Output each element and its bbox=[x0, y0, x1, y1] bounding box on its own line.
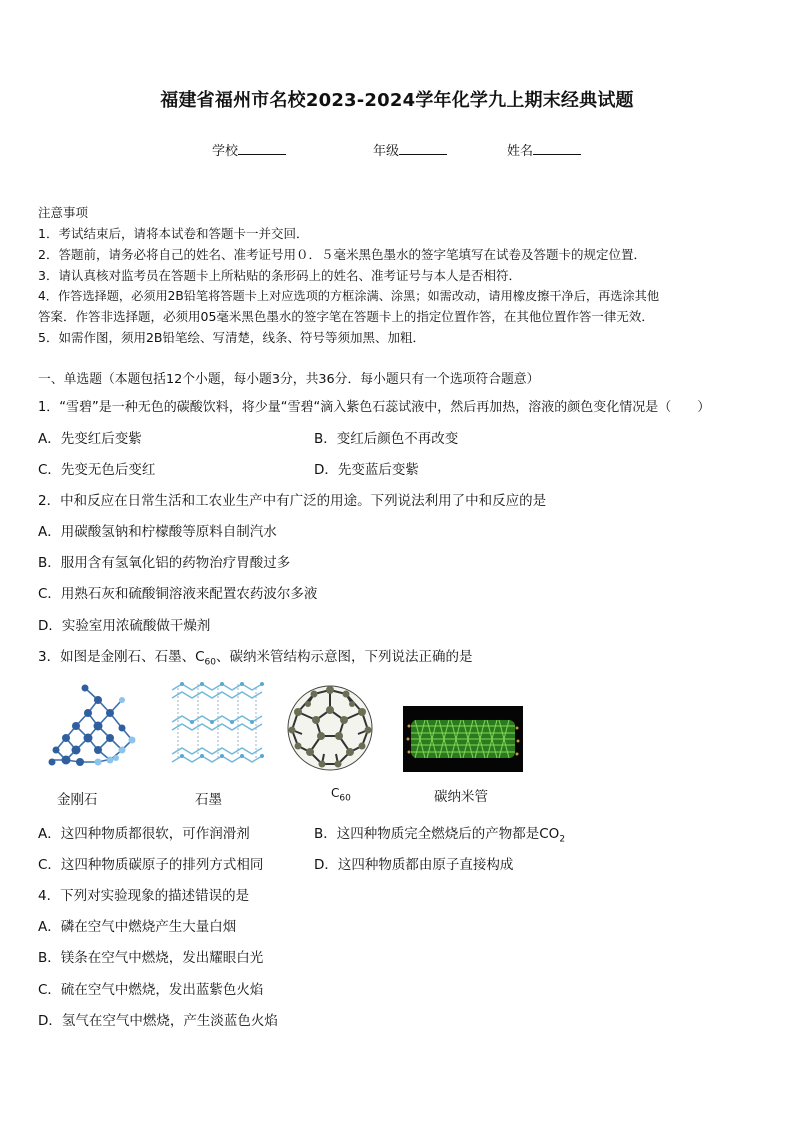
grade-blank[interactable] bbox=[399, 141, 447, 155]
grade-field[interactable]: 年级 bbox=[373, 140, 447, 159]
caption-c60: $C_{60}$ bbox=[331, 786, 351, 804]
caption-nanotube: 碳纳米管 bbox=[434, 789, 488, 805]
caption-graphite: 石墨 bbox=[195, 792, 222, 808]
q1-stem: 1．“雪碧”是一种无色的碳酸饮料，将少量“雪碧“滴入紫色石蕊试液中，然后再加热，溶液的颜色变化情况是（ ） bbox=[38, 400, 711, 415]
graphite-structure-image bbox=[168, 678, 266, 768]
q2-option-c[interactable]: C．用熟石灰和硫酸铜溶液来配置农药波尔多液 bbox=[38, 586, 318, 602]
name-blank[interactable] bbox=[533, 141, 581, 155]
q2-stem: 2．中和反应在日常生活和工农业生产中有广泛的用途。下列说法利用了中和反应的是 bbox=[38, 493, 547, 509]
q1-option-a[interactable]: A．先变红后变紫 bbox=[38, 431, 142, 447]
q4-stem: 4．下列对实验现象的描述错误的是 bbox=[38, 888, 250, 904]
exam-title: 福建省福州市名校2023-2024学年化学九上期末经典试题 bbox=[160, 90, 634, 111]
note-item: 3．请认真核对监考员在答题卡上所粘贴的条形码上的姓名、准考证号与本人是否相符． bbox=[38, 268, 521, 283]
school-blank[interactable] bbox=[238, 141, 286, 155]
q2-option-b[interactable]: B．服用含有氢氧化铝的药物治疗胃酸过多 bbox=[38, 555, 291, 571]
q4-option-d[interactable]: D．氢气在空气中燃烧，产生淡蓝色火焰 bbox=[38, 1013, 278, 1029]
diamond-structure-image bbox=[40, 678, 140, 770]
note-item: 4．作答选择题，必须用2B铅笔将答题卡上对应选项的方框涂满、涂黑；如需改动，请用橡皮擦干净后，再选涂其他 bbox=[38, 289, 660, 303]
q3-option-d[interactable]: D．这四种物质都由原子直接构成 bbox=[314, 857, 514, 873]
note-item: 1．考试结束后，请将本试卷和答题卡一并交回． bbox=[38, 226, 309, 241]
section-heading: 一、单选题（本题包括12个小题，每小题3分，共36分．每小题只有一个选项符合题意） bbox=[38, 372, 540, 387]
c60-structure-image bbox=[282, 680, 378, 776]
q4-option-b[interactable]: B．镁条在空气中燃烧，发出耀眼白光 bbox=[38, 950, 264, 966]
nanotube-structure-image bbox=[403, 706, 523, 772]
note-item: 5．如需作图，须用2B铅笔绘、写清楚，线条、符号等须加黑、加粗． bbox=[38, 330, 425, 345]
school-field[interactable]: 学校 bbox=[212, 140, 286, 159]
caption-diamond: 金刚石 bbox=[57, 792, 98, 808]
q1-option-b[interactable]: B．变红后颜色不再改变 bbox=[314, 431, 459, 447]
q4-option-a[interactable]: A．磷在空气中燃烧产生大量白烟 bbox=[38, 919, 237, 935]
q3-option-b[interactable]: B．这四种物质完全燃烧后的产物都是$CO_2$ bbox=[314, 826, 566, 845]
q3-stem: 3．如图是金刚石、石墨、$C_{60}$、碳纳米管结构示意图，下列说法正确的是 bbox=[38, 649, 473, 668]
q1-option-d[interactable]: D．先变蓝后变紫 bbox=[314, 462, 419, 478]
q2-option-a[interactable]: A．用碳酸氢钠和柠檬酸等原料自制汽水 bbox=[38, 524, 277, 540]
notes-heading: 注意事项 bbox=[38, 205, 89, 220]
q1-option-c[interactable]: C．先变无色后变红 bbox=[38, 462, 156, 478]
q3-option-a[interactable]: A．这四种物质都很软，可作润滑剂 bbox=[38, 826, 250, 842]
note-item: 答案．作答非选择题，必须用05毫米黑色墨水的签字笔在答题卡上的指定位置作答，在其他位置作答一律无效． bbox=[38, 309, 654, 324]
q2-option-d[interactable]: D．实验室用浓硫酸做干燥剂 bbox=[38, 618, 211, 634]
q3-option-c[interactable]: C．这四种物质碳原子的排列方式相同 bbox=[38, 857, 264, 873]
name-field[interactable]: 姓名 bbox=[507, 140, 581, 159]
q4-option-c[interactable]: C．硫在空气中燃烧，发出蓝紫色火焰 bbox=[38, 982, 264, 998]
note-item: 2．答题前，请务必将自己的姓名、准考证号用０．５毫米黑色墨水的签字笔填写在试卷及答题卡的规定位置． bbox=[38, 247, 646, 262]
